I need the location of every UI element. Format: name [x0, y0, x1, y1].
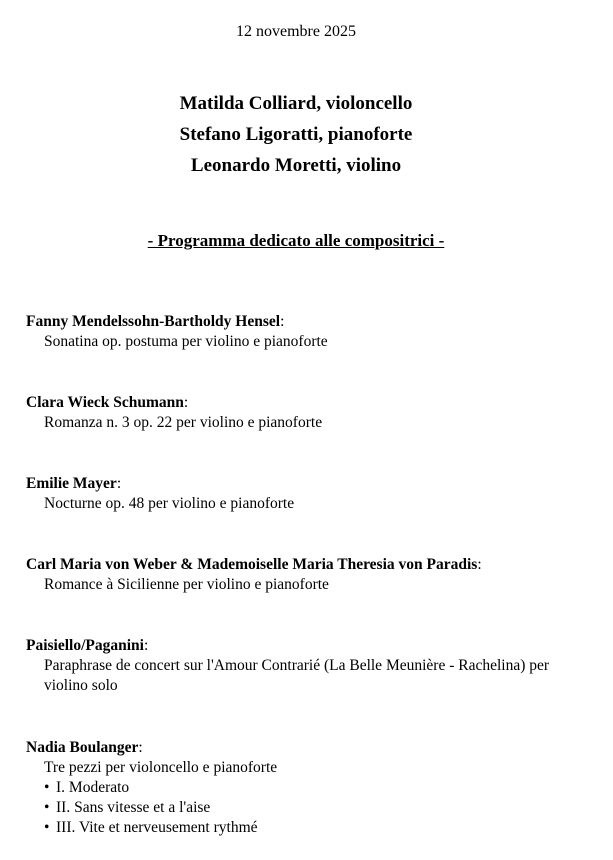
work-title: Nocturne op. 48 per violino e pianoforte — [44, 495, 295, 512]
programme-entry — [26, 393, 591, 433]
colon: : — [280, 313, 285, 330]
work-title: Romance à Sicilienne per violino e pianoforte — [44, 576, 329, 593]
colon: : — [143, 637, 149, 654]
programme-entry — [26, 312, 591, 352]
composer-line — [26, 738, 591, 758]
composer-name: Fanny Mendelssohn-Bartholdy Hensel — [26, 313, 281, 330]
composer-name: Clara Wieck Schumann — [26, 394, 184, 411]
performer-violin: Leonardo Moretti, violino — [190, 155, 402, 176]
composer-name: Carl Maria von Weber & Mademoiselle Maria Theresia von Paradis — [26, 556, 478, 573]
performer-cello: Matilda Colliard, violoncello — [179, 93, 413, 114]
work-title: Tre pezzi per violoncello e pianoforte — [44, 759, 278, 776]
work-title: Romanza n. 3 op. 22 per violino e pianoforte — [44, 414, 323, 431]
programme-entry — [26, 636, 591, 696]
programme-entry — [26, 555, 591, 595]
composer-name: Nadia Boulanger — [26, 739, 139, 756]
movement-title: III. Vite et nerveusement rythmé — [56, 819, 258, 836]
composer-line — [26, 636, 591, 656]
composer-name: Emilie Mayer — [26, 475, 117, 492]
composer-line — [26, 555, 591, 575]
composer-name: Paisiello/Paganini — [26, 637, 144, 654]
performers-list — [0, 88, 592, 181]
performer-piano: Stefano Ligoratti, pianoforte — [179, 124, 413, 145]
programme-title — [0, 230, 592, 252]
programme-entry — [26, 474, 591, 514]
composer-line — [26, 393, 591, 413]
colon: : — [183, 394, 189, 411]
work-title: Paraphrase de concert sur l'Amour Contrarié (La Belle Meunière - Rachelina) per violino solo — [44, 657, 550, 694]
bullet-icon: • — [44, 819, 50, 836]
composer-line — [26, 312, 591, 332]
bullet-icon: • — [44, 779, 50, 796]
movement-item — [44, 798, 591, 818]
composer-line — [26, 474, 591, 494]
movement-item — [44, 818, 591, 838]
movement-title: I. Moderato — [56, 779, 130, 796]
programme-title-text: - Programma dedicato alle compositrici - — [147, 231, 445, 250]
programme-entry — [26, 738, 591, 838]
concert-date: 12 novembre 2025 — [236, 23, 356, 40]
colon: : — [116, 475, 122, 492]
movement-title: II. Sans vitesse et a l'aise — [56, 799, 211, 816]
movements-list — [26, 778, 591, 838]
colon: : — [138, 739, 143, 756]
bullet-icon: • — [44, 799, 50, 816]
colon: : — [477, 556, 482, 573]
movement-item — [44, 778, 591, 798]
work-title: Sonatina op. postuma per violino e pianoforte — [44, 333, 328, 350]
